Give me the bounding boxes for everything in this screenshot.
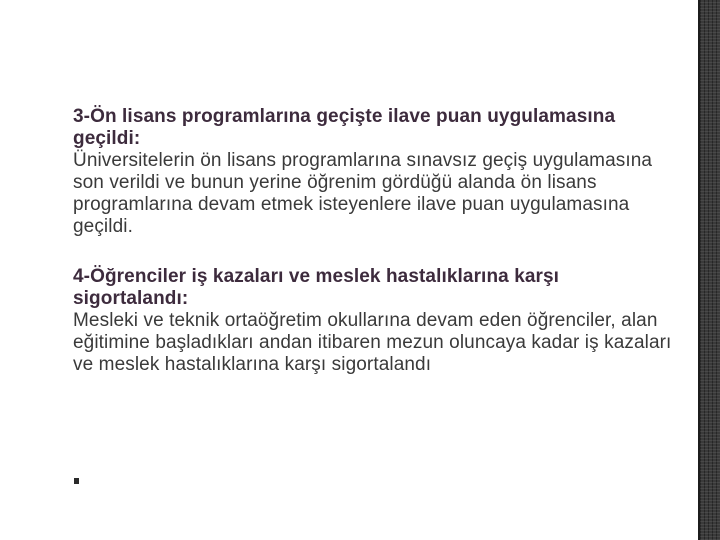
decorative-edge-strip [698, 0, 720, 540]
slide-content [73, 106, 673, 376]
section-4 [73, 266, 673, 376]
section-4-body: Mesleki ve teknik ortaöğretim okullarına devam eden öğrenciler, alan eğitimine başladıkları andan itibaren mezun oluncaya kadar iş kazaları ve meslek hastalıklarına karşı sigortalandı [73, 310, 672, 375]
section-3-body: Üniversitelerin ön lisans programlarına sınavsız geçiş uygulamasına son verildi ve bunun yerine öğrenim gördüğü alanda ön lisans programlarına devam etmek isteyenlere ilave puan uygulamasına geçildi. [73, 150, 653, 237]
section-4-heading: 4-Öğrenciler iş kazaları ve meslek hastalıklarına karşı sigortalandı: [73, 266, 560, 309]
section-3-heading: 3-Ön lisans programlarına geçişte ilave puan uygulamasına geçildi: [73, 106, 616, 149]
section-3 [73, 106, 673, 238]
empty-bullet-marker [74, 478, 79, 484]
